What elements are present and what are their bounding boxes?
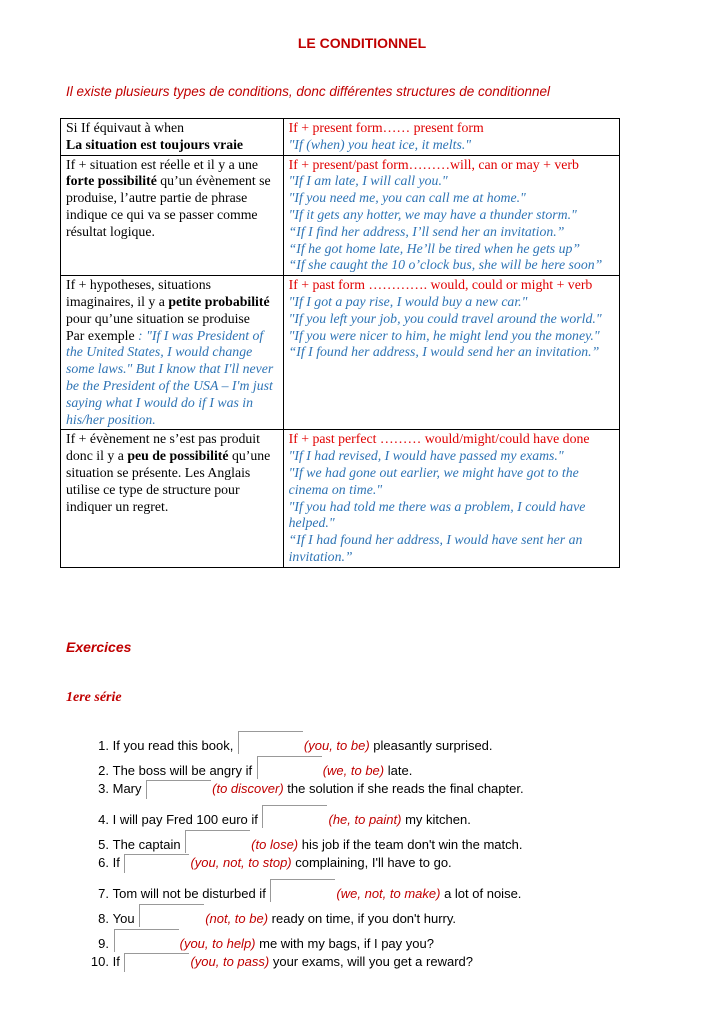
intro-text: Il existe plusieurs types de conditions, donc différentes structures de conditionnel xyxy=(66,84,551,99)
row3-left-text-end: pour qu’une situation se produise xyxy=(66,310,250,326)
table-cell xyxy=(61,276,284,430)
verb-hint: (you, to be) xyxy=(303,738,370,753)
verb-hint: (you, not, to stop) xyxy=(190,855,292,871)
row3-left-bold: petite probabilité xyxy=(168,293,270,309)
item-number: 7. xyxy=(98,886,109,902)
answer-blank[interactable] xyxy=(257,756,322,779)
row3-example: "If I got a pay rise, I would buy a new car." xyxy=(288,293,528,309)
answer-blank[interactable] xyxy=(270,879,335,902)
row3-left-example: : "If I was President of the United States, I would change some laws." But I know that I'll never be the President of the USA – I'm just saying what I would do if I was in his/her position. xyxy=(66,327,274,427)
item-text-end: ready on time, if you don't hurry. xyxy=(268,910,457,926)
item-text-end: pleasantly surprised. xyxy=(369,738,493,753)
row2-example: "If you need me, you can call me at home." xyxy=(288,190,526,206)
table-cell xyxy=(283,119,619,156)
table-row xyxy=(61,276,620,430)
row4-example: "If you had told me there was a problem, I could have helped." xyxy=(288,498,586,531)
row2-example: “If I find her address, I’ll send her an invitation.” xyxy=(288,223,565,239)
list-item xyxy=(66,756,524,781)
row1-example: "If (when) you heat ice, it melts." xyxy=(288,136,472,152)
row4-left-text-end: qu’une situation se présente. Les Anglais utilise ce type de structure pour indiquer un regret. xyxy=(66,448,271,514)
item-number: 8. xyxy=(98,910,109,926)
item-text-end: his job if the team don't win the match. xyxy=(298,836,523,852)
list-item xyxy=(66,904,524,929)
verb-hint: (he, to paint) xyxy=(328,812,402,828)
row3-formula: If + past form …………. would, could or might + verb xyxy=(288,277,593,293)
answer-blank[interactable] xyxy=(185,830,250,853)
item-text-end: a lot of noise. xyxy=(440,886,522,902)
row2-left-text-end: qu’un évènement se produise, l’autre partie de phrase indique ce qui va se passer comme résultat logique. xyxy=(66,173,271,239)
table-cell xyxy=(61,430,284,567)
verb-hint: (you, to help) xyxy=(179,935,256,951)
item-number: 9. xyxy=(98,935,109,951)
item-text: Mary xyxy=(112,781,146,797)
row4-formula: If + past perfect ……… would/might/could have done xyxy=(288,431,590,447)
row2-left-bold: forte possibilité xyxy=(66,173,157,189)
row2-example: "If it gets any hotter, we may have a thunder storm." xyxy=(288,206,577,222)
item-text-end: late. xyxy=(384,762,413,778)
item-text: If xyxy=(112,855,124,871)
item-number: 6. xyxy=(98,855,109,871)
list-item xyxy=(66,929,524,954)
answer-blank[interactable] xyxy=(124,854,189,873)
row4-left-bold: peu de possibilité xyxy=(127,448,229,464)
item-number: 1. xyxy=(98,738,109,753)
page-title: LE CONDITIONNEL xyxy=(297,35,427,51)
list-item xyxy=(66,953,524,978)
item-text: You xyxy=(112,910,139,926)
item-text: If you read this book, xyxy=(112,738,237,753)
item-text-end: complaining, I'll have to go. xyxy=(291,855,452,871)
exercises-heading: Exercices xyxy=(66,639,132,655)
answer-blank[interactable] xyxy=(146,780,211,799)
item-text: Tom will not be disturbed if xyxy=(112,886,270,902)
row2-example: “If he got home late, He’ll be tired when he gets up” xyxy=(288,240,581,256)
item-text-end: your exams, will you get a reward? xyxy=(269,954,473,970)
row2-example: “If she caught the 10 o’clock bus, she will be here soon” xyxy=(288,257,603,273)
row1-formula: If + present form…… present form xyxy=(288,120,484,135)
item-text: I will pay Fred 100 euro if xyxy=(112,812,262,828)
row1-left-line1: Si If équivaut à when xyxy=(66,120,185,135)
row4-example: "If I had revised, I would have passed my exams." xyxy=(288,448,564,464)
table-cell xyxy=(283,155,619,276)
list-item xyxy=(66,780,524,805)
row4-left-text: If + évènement ne s’est pas produit donc il y a xyxy=(66,431,260,464)
conditional-table xyxy=(60,118,620,568)
list-item xyxy=(66,805,524,830)
item-text: The boss will be angry if xyxy=(112,762,256,778)
row3-example: “If I found her address, I would send her an invitation.” xyxy=(288,344,600,360)
item-text-end: me with my bags, if I pay you? xyxy=(255,935,434,951)
row1-left-line2: La situation est toujours vraie xyxy=(66,136,244,152)
row4-example: “If I had found her address, I would have sent her an invitation.” xyxy=(288,532,583,564)
item-text-end: the solution if she reads the final chapter. xyxy=(283,781,524,797)
item-number: 3. xyxy=(98,781,109,797)
table-row xyxy=(61,155,620,276)
answer-blank[interactable] xyxy=(124,953,189,972)
table-cell xyxy=(61,119,284,156)
item-text: The captain xyxy=(112,836,185,852)
serie-heading: 1ere série xyxy=(66,690,122,705)
verb-hint: (we, to be) xyxy=(322,762,385,778)
row3-left-text: If + hypotheses, situations imaginaires, il y a xyxy=(66,277,211,309)
table-row xyxy=(61,119,620,156)
verb-hint: (to discover) xyxy=(212,781,284,797)
verb-hint: (to lose) xyxy=(251,836,299,852)
item-number: 5. xyxy=(98,836,109,852)
row2-example: "If I am late, I will call you." xyxy=(288,173,448,189)
verb-hint: (we, not, to make) xyxy=(336,886,441,902)
list-item xyxy=(66,731,524,756)
row3-example-lead: Par exemple xyxy=(66,327,139,343)
row2-left-text: If + situation est réelle et il y a une xyxy=(66,156,259,172)
answer-blank[interactable] xyxy=(139,904,204,927)
verb-hint: (you, to pass) xyxy=(190,954,270,970)
answer-blank[interactable] xyxy=(238,731,303,754)
row4-example: "If we had gone out earlier, we might have got to the cinema on time." xyxy=(288,464,579,497)
item-number: 4. xyxy=(98,812,109,828)
item-text-end: my kitchen. xyxy=(401,812,471,828)
item-number: 10. xyxy=(90,954,109,970)
table-cell xyxy=(61,155,284,276)
answer-blank[interactable] xyxy=(262,805,327,828)
exercise-list xyxy=(66,731,524,978)
verb-hint: (not, to be) xyxy=(205,910,269,926)
item-text: If xyxy=(112,954,124,970)
table-cell xyxy=(283,430,619,567)
answer-blank[interactable] xyxy=(114,929,179,952)
row3-example: "If you were nicer to him, he might lend you the money." xyxy=(288,327,600,343)
table-row xyxy=(61,430,620,567)
list-item xyxy=(66,854,524,879)
item-number: 2. xyxy=(98,762,109,778)
list-item xyxy=(66,830,524,855)
list-item xyxy=(66,879,524,904)
row2-formula: If + present/past form………will, can or may + verb xyxy=(288,156,579,172)
table-cell xyxy=(283,276,619,430)
row3-example: "If you left your job, you could travel around the world." xyxy=(288,310,602,326)
